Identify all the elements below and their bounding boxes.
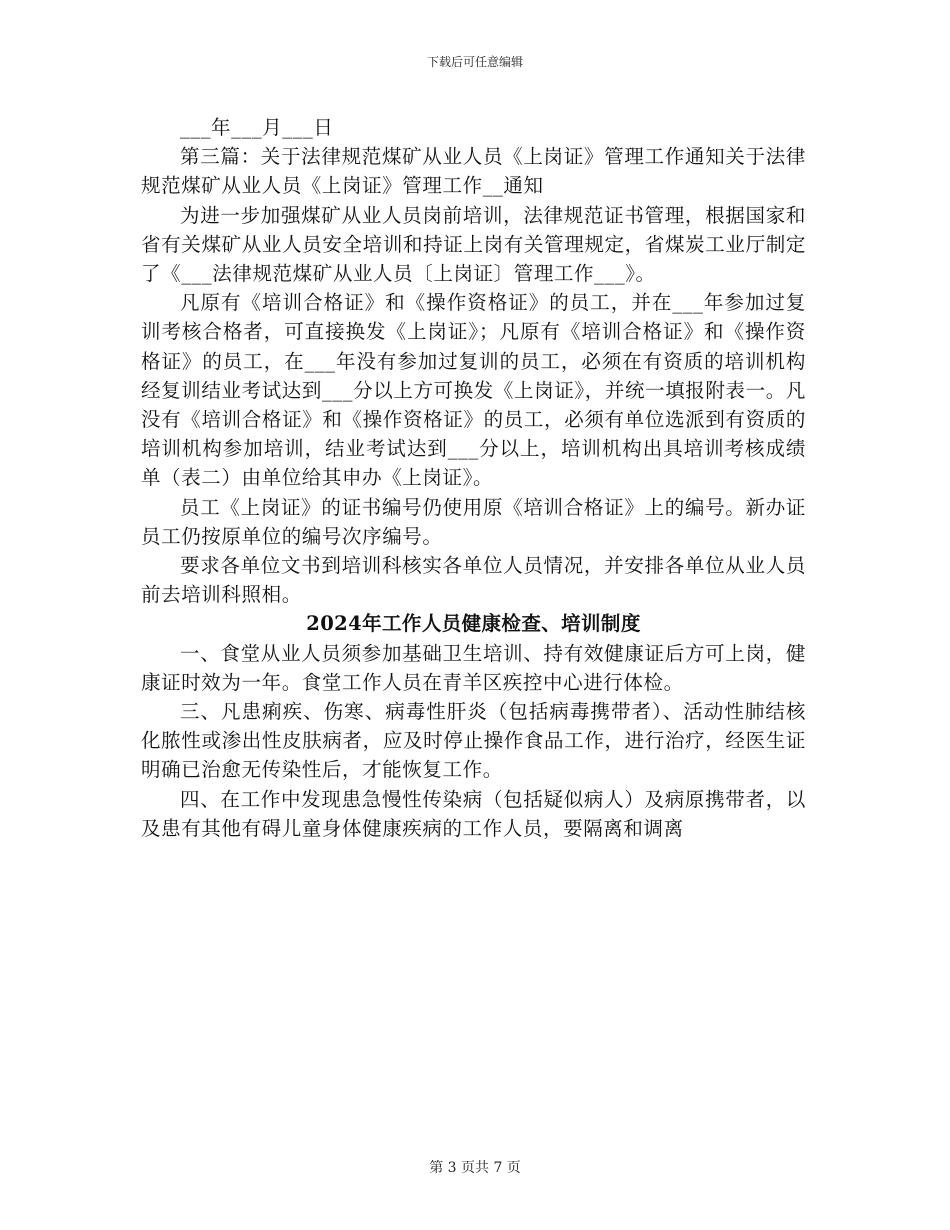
document-title: 2024年工作人员健康检查、培训制度	[306, 612, 641, 636]
paragraph-rule-1: 一、食堂从业人员须参加基础卫生培训、持有效健康证后方可上岗，健康证时效为一年。食堂工作人员在青羊区疾控中心进行体检。	[141, 641, 806, 694]
paragraph-rule-4: 四、在工作中发现患急慢性传染病（包括疑似病人）及病原携带者，以及患有其他有碍儿童身体健康疾病的工作人员，要隔离和调离	[141, 787, 806, 840]
date-line: ___年___月___日	[180, 116, 334, 139]
document-body	[141, 113, 806, 843]
paragraph-intro: 为进一步加强煤矿从业人员岗前培训，法律规范证书管理，根据国家和省有关煤矿从业人员安全培训和持证上岗有关管理规定，省煤炭工业厅制定了《___法律规范煤矿从业人员〔上岗证〕管理工作___》。	[141, 203, 806, 286]
section-heading: 第三篇：关于法律规范煤矿从业人员《上岗证》管理工作通知关于法律规范煤矿从业人员《上岗证》管理工作__通知	[141, 145, 806, 198]
paragraph-certificate-rules: 凡原有《培训合格证》和《操作资格证》的员工，并在___年参加过复训考核合格者，可直接换发《上岗证》；凡原有《培训合格证》和《操作资格证》的员工，在___年没有参加过复训的员工，必须在有资质的培训机构经复训结业考试达到___分以上方可换发《上岗证》，并统一填报附表一。凡没有《培训合格证》和《操作资格证》的员工，必须有单位选派到有资质的培训机构参加培训，结业考试达到___分以上，培训机构出具培训考核成绩单（表二）由单位给其申办《上岗证》。	[141, 291, 806, 490]
page-number: 第 3 页共 7 页	[429, 1160, 521, 1176]
page-header: 下载后可任意编辑	[426, 55, 523, 69]
paragraph-rule-3: 三、凡患痢疾、伤寒、病毒性肝炎（包括病毒携带者）、活动性肺结核化脓性或渗出性皮肤病者，应及时停止操作食品工作，进行治疗，经医生证明确已治愈无传染性后，才能恢复工作。	[141, 700, 806, 782]
paragraph-certificate-numbering: 员工《上岗证》的证书编号仍使用原《培训合格证》上的编号。新办证员工仍按原单位的编号次序编号。	[141, 495, 806, 548]
paragraph-photo-arrangement: 要求各单位文书到培训科核实各单位人员情况，并安排各单位从业人员前去培训科照相。	[141, 554, 806, 607]
